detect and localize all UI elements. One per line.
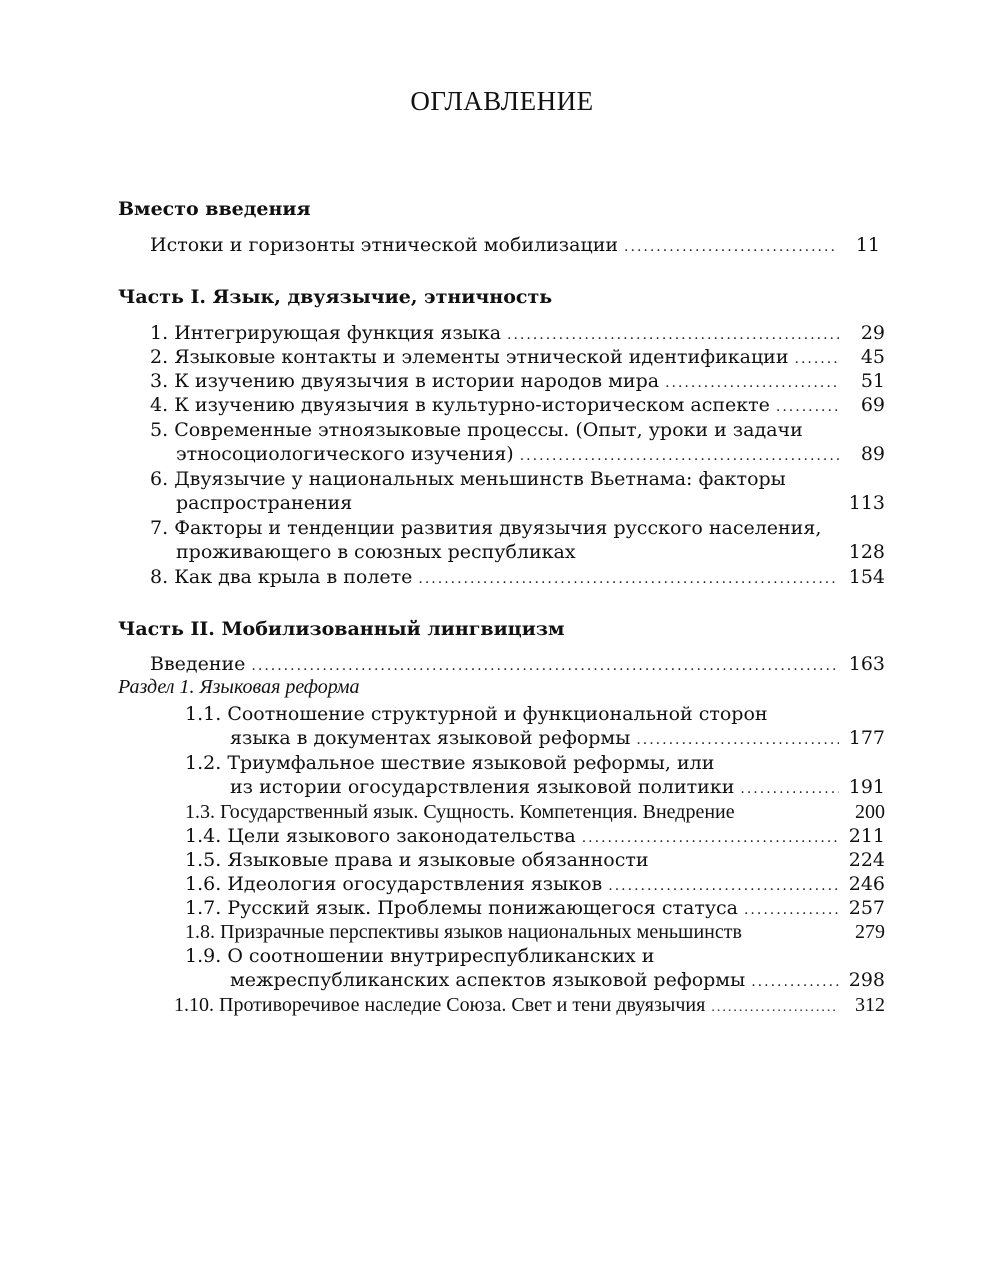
toc-entry-1-5-line1[interactable]	[150, 418, 803, 442]
toc-entry-2-1-10[interactable]	[174, 993, 885, 1017]
toc-entry-page: 312	[855, 994, 885, 1016]
toc-entry-page: 200	[855, 801, 885, 823]
toc-entry-page: 279	[855, 921, 885, 943]
toc-entry-2-1-6[interactable]	[185, 872, 885, 896]
section-heading-intro: Вместо введения	[118, 198, 311, 220]
toc-entry-page: 224	[848, 849, 885, 871]
toc-entry-page: 211	[848, 825, 885, 847]
toc-entry-title: Языковые контакты и элементы этнической идентификации	[174, 346, 789, 368]
toc-entry-title: Триумфальное шествие языковой реформы, или	[227, 752, 715, 774]
leader-dots	[740, 777, 839, 801]
toc-entry-number: 8.	[150, 566, 169, 588]
toc-entry-title: О соотношении внутриреспубликанских и	[227, 945, 655, 967]
toc-entry-title: Современные этноязыковые процессы. (Опыт, уроки и задачи	[174, 419, 803, 441]
leader-dots	[751, 970, 839, 994]
toc-entry-page: 154	[848, 566, 885, 588]
leader-dots	[744, 898, 839, 922]
toc-entry-title: Цели языкового законодательства	[227, 825, 576, 847]
leader-dots	[418, 567, 839, 591]
toc-entry-page: 177	[848, 727, 885, 749]
leader-dots	[251, 654, 839, 678]
toc-entry-2-1-9-line1[interactable]	[185, 944, 654, 968]
toc-entry-2-1-1-line1[interactable]	[185, 702, 768, 726]
toc-entry-page: 257	[848, 897, 885, 919]
leader-dots	[776, 395, 839, 419]
toc-entry-page: 89	[860, 443, 885, 465]
toc-entry-2-1-5[interactable]	[185, 848, 885, 872]
toc-entry-page: 11	[855, 234, 880, 256]
leader-dots	[608, 874, 839, 898]
toc-entry-page: 69	[860, 394, 885, 416]
toc-entry-page: 51	[860, 370, 885, 392]
toc-entry-page: 298	[848, 969, 885, 991]
toc-entry-intro[interactable]	[150, 233, 880, 257]
leader-dots	[711, 996, 839, 1020]
toc-entry-title: языка в документах языковой реформы	[230, 727, 631, 749]
toc-entry-title: Призрачные перспективы языков национальных меньшинств	[220, 921, 742, 943]
toc-entry-title: из истории огосударствления языковой политики	[230, 776, 735, 798]
toc-entry-number: 1.5.	[185, 849, 222, 871]
leader-dots	[795, 347, 840, 371]
leader-dots	[507, 323, 839, 347]
toc-entry-1-6-line1[interactable]	[150, 467, 786, 491]
toc-entry-1-1[interactable]	[150, 321, 885, 345]
toc-entry-title: распространения	[176, 492, 353, 514]
toc-entry-page: 246	[848, 873, 885, 895]
toc-entry-title: Истоки и горизонты этнической мобилизации	[150, 234, 619, 256]
toc-entry-page: 29	[860, 322, 885, 344]
toc-entry-title: Идеология огосударствления языков	[227, 873, 603, 895]
toc-entry-2-intro[interactable]	[150, 652, 885, 676]
toc-entry-number: 1.	[150, 322, 169, 344]
toc-entry-title: Государственный язык. Сущность. Компетенция. Внедрение	[220, 801, 735, 823]
toc-entry-title: К изучению двуязычия в истории народов мира	[174, 370, 660, 392]
toc-entry-1-3[interactable]	[150, 369, 885, 393]
toc-entry-number: 1.9.	[185, 945, 222, 967]
subsection-heading: Раздел 1. Языковая реформа	[118, 676, 360, 698]
toc-entry-title: Русский язык. Проблемы понижающегося статуса	[227, 897, 738, 919]
toc-entry-1-7-line1[interactable]	[150, 516, 821, 540]
toc-entry-number: 1.3.	[185, 801, 215, 823]
toc-entry-1-8[interactable]	[150, 565, 885, 589]
toc-entry-2-1-1[interactable]	[230, 726, 885, 750]
toc-entry-2-1-7[interactable]	[185, 896, 885, 920]
page-title: ОГЛАВЛЕНИЕ	[410, 86, 594, 116]
toc-entry-2-1-8[interactable]	[185, 920, 885, 944]
toc-entry-page: 128	[848, 541, 885, 563]
toc-entry-title: Соотношение структурной и функциональной сторон	[227, 703, 768, 725]
toc-entry-2-1-2-line1[interactable]	[185, 751, 714, 775]
toc-entry-number: 1.2.	[185, 752, 222, 774]
toc-entry-title: Факторы и тенденции развития двуязычия русского населения,	[174, 517, 822, 539]
part1-heading: Часть I. Язык, двуязычие, этничность	[118, 286, 553, 308]
toc-entry-1-4[interactable]	[150, 393, 885, 417]
toc-entry-number: 6.	[150, 468, 169, 490]
toc-entry-title: Введение	[150, 653, 246, 675]
toc-entry-1-6[interactable]	[176, 491, 885, 515]
toc-entry-1-2[interactable]	[150, 345, 885, 369]
leader-dots	[665, 371, 839, 395]
leader-dots	[624, 235, 834, 259]
toc-entry-title: Как два крыла в полете	[174, 566, 413, 588]
toc-entry-number: 4.	[150, 394, 169, 416]
toc-entry-number: 5.	[150, 419, 169, 441]
toc-entry-2-1-3[interactable]	[185, 800, 885, 824]
toc-entry-page: 163	[848, 653, 885, 675]
toc-entry-title: проживающего в союзных республиках	[176, 541, 576, 563]
toc-entry-number: 2.	[150, 346, 169, 368]
toc-entry-1-5[interactable]	[176, 442, 885, 466]
toc-entry-1-7[interactable]	[176, 540, 885, 564]
toc-entry-title: межреспубликанских аспектов языковой реформы	[230, 969, 746, 991]
toc-entry-title: Языковые права и языковые обязанности	[227, 849, 649, 871]
toc-entry-title: Противоречивое наследие Союза. Свет и тени двуязычия	[219, 994, 706, 1016]
part2-heading: Часть II. Мобилизованный лингвицизм	[118, 618, 565, 640]
toc-entry-number: 1.4.	[185, 825, 222, 847]
toc-entry-title: Двуязычие у национальных меньшинств Вьетнама: факторы	[174, 468, 786, 490]
toc-entry-number: 1.6.	[185, 873, 222, 895]
leader-dots	[636, 728, 839, 752]
toc-entry-number: 7.	[150, 517, 169, 539]
toc-entry-title: Интегрирующая функция языка	[174, 322, 502, 344]
toc-entry-title: этносоциологического изучения)	[176, 443, 514, 465]
toc-entry-page: 191	[848, 776, 885, 798]
toc-entry-number: 1.10.	[174, 994, 214, 1016]
toc-entry-number: 1.7.	[185, 897, 222, 919]
toc-entry-number: 3.	[150, 370, 169, 392]
toc-entry-number: 1.1.	[185, 703, 222, 725]
leader-dots	[520, 444, 839, 468]
toc-entry-2-1-2[interactable]	[230, 775, 885, 799]
toc-entry-number: 1.8.	[185, 921, 215, 943]
toc-entry-title: К изучению двуязычия в культурно-историческом аспекте	[174, 394, 770, 416]
leader-dots	[582, 826, 839, 850]
toc-entry-2-1-4[interactable]	[185, 824, 885, 848]
toc-entry-2-1-9[interactable]	[230, 968, 885, 992]
toc-entry-page: 45	[860, 346, 885, 368]
toc-entry-page: 113	[848, 492, 885, 514]
